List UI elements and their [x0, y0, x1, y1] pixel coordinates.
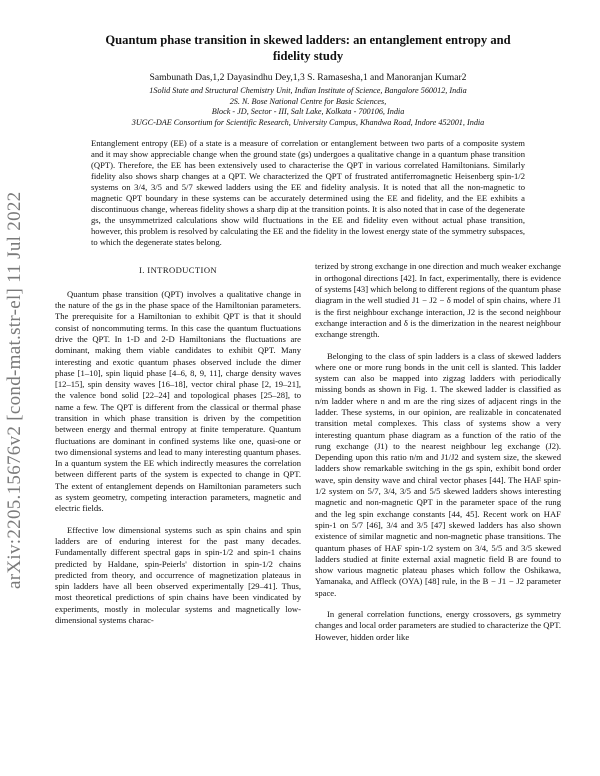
body-paragraph: Effective low dimensional systems such as spin chains and spin ladders are of enduring interest for the past many decades. Fundamentally different spectral gaps in spin-1/2 and spin-1 chains predicted by Haldane, spin-Peierls' distortion in spin-1/2 chains predicted from theory, and occurrence of magnetization plateaus in spin ladders have all been observed experimentally [29–41]. Thus, most theoretical predictions of spin chains have been vindicated by experiments, mostly in molecular systems and magnetically low-dimensional systems charac-: [55, 524, 301, 626]
paper-page: [55, 32, 561, 643]
affiliation-list: [55, 86, 561, 128]
body-paragraph: In general correlation functions, energy crossovers, gs symmetry changes and local order parameters are studied to characterize the QPT. However, hidden order like: [315, 609, 561, 642]
arxiv-identifier: arXiv:2205.15676v2 [cond-mat.str-el] 11 Jul 2022: [4, 191, 25, 589]
body-columns: [55, 261, 561, 643]
author-list: Sambunath Das,1,2 Dayasindhu Dey,1,3 S. Ramasesha,1 and Manoranjan Kumar2: [149, 72, 467, 83]
left-column: [55, 261, 301, 643]
affiliation-1: 1Solid State and Structural Chemistry Unit, Indian Institute of Science, Bangalore 560012, India: [149, 86, 467, 95]
paper-title: Quantum phase transition in skewed ladders: an entanglement entropy and fidelity study: [105, 33, 511, 63]
affiliation-2: 2S. N. Bose National Centre for Basic Sciences,: [229, 96, 387, 106]
section-heading: I. INTRODUCTION: [138, 265, 218, 276]
affiliation-2-address: Block - JD, Sector - III, Salt Lake, Kolkata - 700106, India: [211, 107, 405, 117]
body-paragraph: Belonging to the class of spin ladders is a class of skewed ladders where one or more rung bonds in the unit cell is slanted. This ladder system can also be mapped into zigzag ladders with periodically missing bonds as shown in Fig. 1. The skewed ladder is classified as n/m ladder where n and m are the ring sizes of adjacent rings in the ladder. These systems, in our opinion, are realizable in concatenated transition metal complexes. This class of systems show a very interesting quantum phase diagram as a function of the ratio of the rung exchange (J1) to the nearest neighbour leg exchange (J2). Depending upon this ratio n/m and J1/J2 and system size, the skewed ladders show remarkable switching in the gs spin, exhibit bond order wave, spin density wave and chiral vector phases [44]. The HAF spin-1/2 system on 5/7, 3/4, 3/5 and 5/5 skewed ladders shows interesting magnetic and non-magnetic QPT in the parameter space of the rung and the leg spin exchange constants [44, 45]. Recent work on HAF spin-1 on 5/7 [46], 3/4 and 3/5 [47] skewed ladders has also shown existence of similar magnetic and non-magnetic phase transitions. The quantum phases of HAF spin-1/2 system on 3/4, 5/5 and 3/5 skewed ladders studied at finite external axial magnetic field B are found to show various magnetic plateau phases which follow the Oshikawa, Yamanaka, and Affleck (OYA) [48] rule, in the B − J1 − J2 parameter space.: [315, 350, 561, 598]
abstract: Entanglement entropy (EE) of a state is a measure of correlation or entanglement between two parts of a composite system and it may show appreciable change when the ground state (gs) undergoes a qualitative change in a quantum phase transition (QPT). Therefore, the EE has been extensively used to characterise the QPT in various correlated Hamiltonians. Similarly fidelity also shows sharp changes at a QPT. We characterized the QPT of frustrated antiferromagnetic Heisenberg spin-1/2 systems on 3/4, 3/5 and 5/7 skewed ladders using the EE and fidelity analysis. It is noted that all the non-magnetic to magnetic QPT boundary in these systems can be accurately determined using the EE and fidelity, and the EE exhibits a discontinuous change, whereas fidelity shows a sharp dip at the transition points. It is also noted that in case of the degenerate gs, the unsymmetrized calculations show wild fluctuations in the EE and fidelity even without actual phase transition, however, this problem is resolved by calculating the EE and the fidelity in the lowest energy state of the symmetry subspaces, to which the degenerate states belong.: [91, 138, 525, 247]
affiliation-3: 3UGC-DAE Consortium for Scientific Research, University Campus, Khandwa Road, Indore 452001, India: [131, 117, 485, 127]
body-paragraph: terized by strong exchange in one direction and much weaker exchange in orthogonal directions [42]. In fact, experimentally, there is evidence of systems [43] which belong to different regions of the quantum phase diagram in the well studied J1 − J2 − δ model of spin chains, where J1 is the first neighbour exchange interaction, J2 is the second neighbour exchange interaction and δ is the dimerization in the nearest neighbour exchange strength.: [315, 261, 561, 340]
body-paragraph: Quantum phase transition (QPT) involves a qualitative change in the nature of the gs in the phase space of the Hamiltonian parameters. The prerequisite for a Hamiltonian to exhibit QPT is that it should consist of noncommuting terms. In this case the quantum fluctuations drive the QPT. In 1-D and 2-D Hamiltonians the fluctuations are dominant, making them viable candidates to exhibit QPT. Many interesting and exotic quantum phases observed include the dimer phase [1–10], spin liquid phase [4–6, 8, 9, 11], charge density waves [12–15], spin density waves [16–18], vector chiral phase [2, 19–21], the valence bond solid [22–24] and topological phases [25–28], to name a few. The QPT is different from the classical or thermal phase transition in which phase transition is driven by the competition between energy and thermal entropy at finite temperature. Quantum fluctuations are dominant in confined systems like one, quasi-one or two dimensional systems and lead to many interesting quantum phases. In a quantum system the EE which indirectly measures the correlation between different parts of the system is expected to change in QPT. The extent of entanglement depends on Hamiltonian parameters such as system geometry, competing interaction parameters, magnetic and electric fields.: [55, 288, 301, 514]
right-column: [315, 261, 561, 643]
